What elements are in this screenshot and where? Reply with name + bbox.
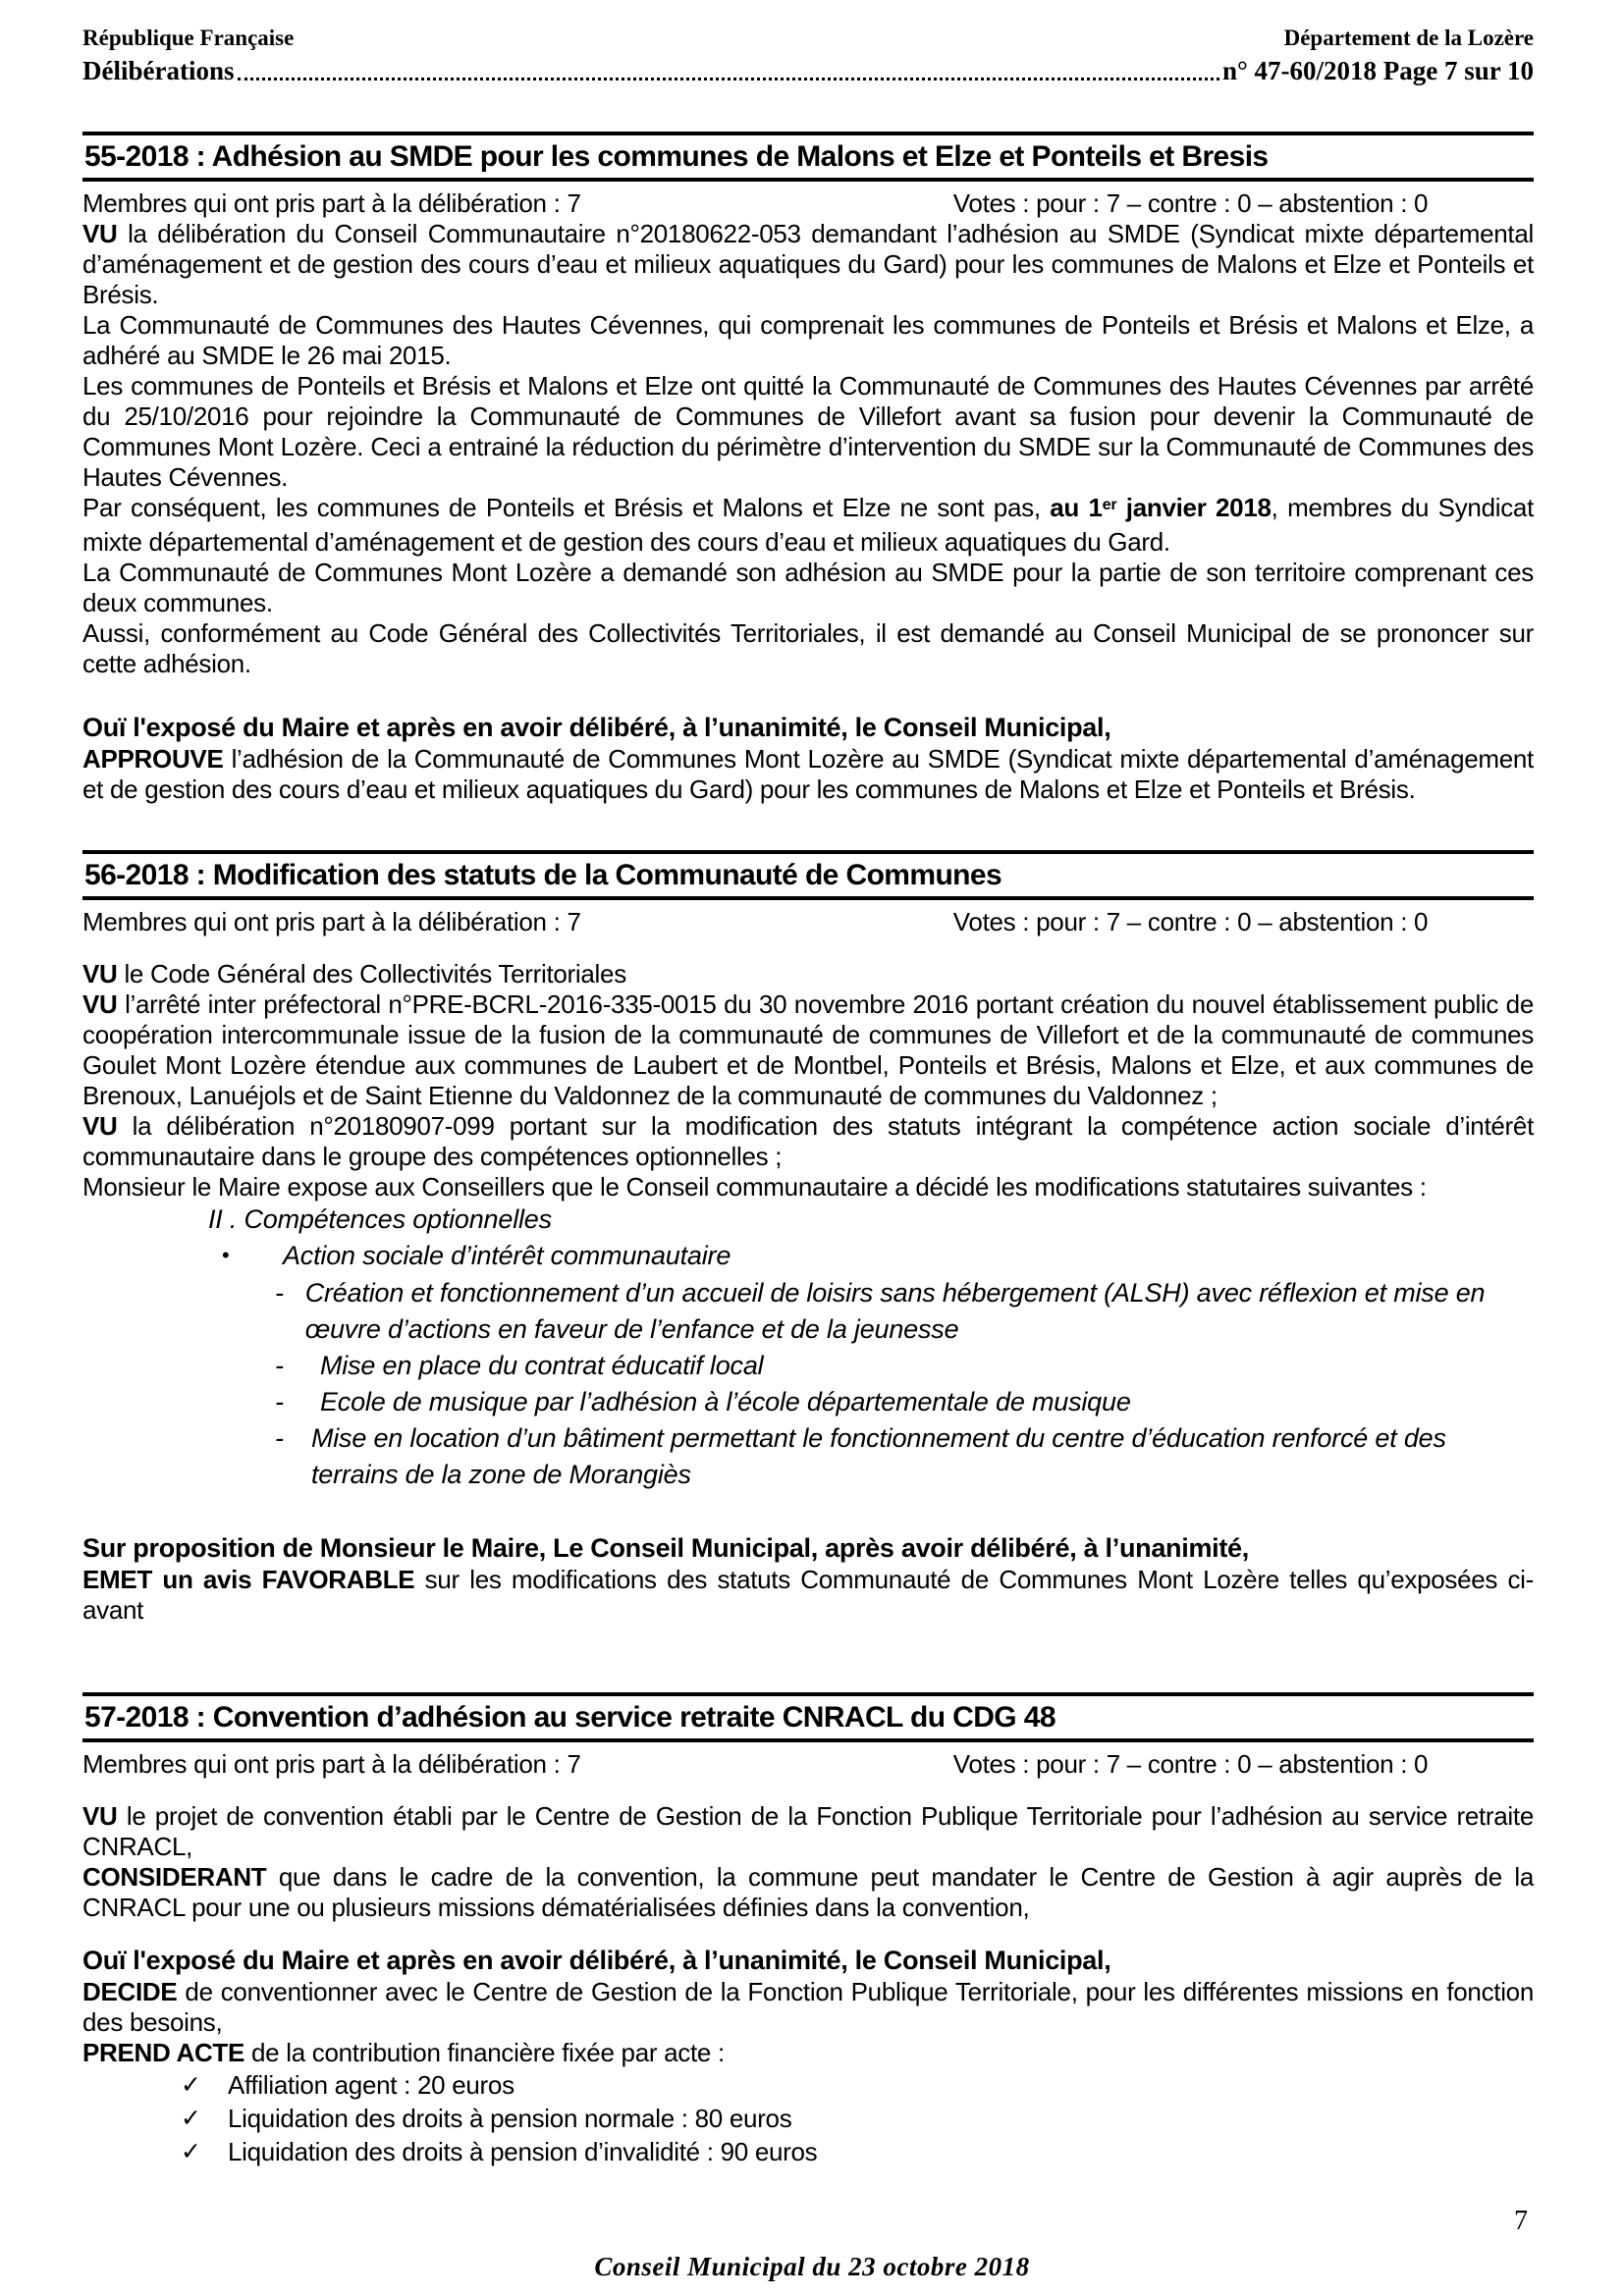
paragraph <box>82 1172 1534 1202</box>
paragraph <box>82 959 1534 989</box>
dash-icon: - <box>275 1423 284 1453</box>
department-label: Département de la Lozère <box>1283 26 1534 50</box>
doc-ref: n° 47-60/2018 Page 7 sur 10 <box>1221 56 1534 85</box>
resolution-lead <box>82 1945 1534 1977</box>
section-title: 55-2018 : Adhésion au SMDE pour les communes de Malons et Elze et Ponteils et Bresis <box>84 140 1269 173</box>
spacer <box>82 1923 1534 1945</box>
text-run: , membres du Syndicat mixte départemental d’aménagement et de gestion des cours d’eau et milieux aquatiques du Gard. <box>82 493 1534 557</box>
paragraph <box>82 493 1534 558</box>
text-run: DECIDE <box>82 1977 186 2006</box>
dash-icon: - <box>275 1351 284 1380</box>
text-run: VU <box>82 1801 127 1831</box>
text-run: le Code Général des Collectivités Territoriales <box>124 959 626 988</box>
text-run: l’adhésion de la Communauté de Communes Mont Lozère au SMDE (Syndicat mixte départemental d’aménagement et de gestion des cours d’eau et milieux aquatiques du Gard) pour les communes de Malons et Elze et Ponteils et Brésis. <box>82 744 1534 804</box>
text-run: l’arrêté inter préfectoral n°PRE-BCRL-2016-335-0015 du 30 novembre 2016 portant création du nouvel établissement public de coopération intercommunale issue de la fusion de la communauté de communes de Villefort et de la communauté de communes Goulet Mont Lozère étendue aux communes de Laubert et de Montbel, Ponteils et Brésis, Malons et Elze, et aux communes de Brenoux, Lanuéjols et de Saint Etienne du Valdonnez de la communauté de communes du Valdonnez ; <box>82 989 1534 1110</box>
document-footer: Conseil Municipal du 23 octobre 2018 <box>594 2252 1030 2281</box>
text-run: de conventionner avec le Centre de Gestion de la Fonction Publique Territoriale, pour les différentes missions en fonction des besoins, <box>82 1977 1534 2037</box>
members-count: Membres qui ont pris part à la délibération : 7 <box>82 188 581 218</box>
list-item-text: Action sociale d’intérêt communautaire <box>283 1241 731 1270</box>
paragraph <box>82 744 1534 805</box>
deliberation-meta-row <box>82 1749 1534 1780</box>
header-top-row <box>82 26 1534 51</box>
list-heading: II . Compétences optionnelles <box>208 1204 552 1234</box>
text-run: La Communauté de Communes Mont Lozère a demandé son adhésion au SMDE pour la partie de son territoire comprenant ces deux communes. <box>82 558 1534 617</box>
members-count: Membres qui ont pris part à la délibération : 7 <box>82 1749 581 1779</box>
bullet-icon: • <box>222 1243 230 1267</box>
dash-list-item <box>275 1275 1534 1348</box>
doc-type-label: Délibérations <box>82 56 235 85</box>
text-run: VU <box>82 959 125 988</box>
paragraph <box>82 371 1534 493</box>
list-item-text: Liquidation des droits à pension normale : 80 euros <box>228 2104 792 2133</box>
text-run: de la contribution financière fixée par acte : <box>250 2038 725 2067</box>
paragraph <box>82 1801 1534 1862</box>
spacer <box>82 1626 1534 1647</box>
spacer <box>82 1780 1534 1801</box>
text-run: au 1 <box>1050 493 1103 522</box>
paragraph <box>82 618 1534 679</box>
spacer <box>82 679 1534 712</box>
text-run: la délibération du Conseil Communautaire n°20180622-053 demandant l’adhésion au SMDE (Syndicat mixte départemental d’aménagement et de gestion des cours d’eau et milieux aquatiques du Gard) pour les communes de Malons et Elze et Ponteils et Brésis. <box>82 219 1534 309</box>
text-run: que dans le cadre de la convention, la commune peut mandater le Centre de Gestion à agir auprès de la CNRACL pour une ou plusieurs missions dématérialisées définies dans la convention, <box>82 1862 1534 1922</box>
text-run: le projet de convention établi par le Centre de Gestion de la Fonction Publique Territoriale pour l’adhésion au service retraite CNRACL, <box>82 1801 1534 1861</box>
text-run: VU <box>82 1111 133 1141</box>
list-item-text: Mise en location d’un bâtiment permettant le fonctionnement du centre d’éducation renforcé et des terrains de la zone de Morangiès <box>310 1423 1446 1489</box>
section-title-bar <box>82 850 1534 900</box>
list-item-text: Liquidation des droits à pension d’invalidité : 90 euros <box>228 2137 818 2166</box>
votes-summary: Votes : pour : 7 – contre : 0 – abstention : 0 <box>952 907 1429 936</box>
check-list-item <box>181 2135 1534 2168</box>
text-run: er <box>1102 495 1117 513</box>
text-run: CONSIDERANT <box>82 1862 279 1892</box>
paragraph <box>82 558 1534 618</box>
spacer <box>82 1493 1534 1532</box>
text-run: PREND ACTE <box>82 2038 251 2067</box>
text-run: Monsieur le Maire expose aux Conseillers que le Conseil communautaire a décidé les modifications statutaires suivantes : <box>82 1172 1427 1201</box>
paragraph <box>82 1977 1534 2038</box>
dash-icon: - <box>275 1278 284 1308</box>
section-title-bar <box>82 1692 1534 1742</box>
dash-list-item <box>275 1420 1534 1493</box>
page-number: 7 <box>1514 2206 1528 2236</box>
paragraph <box>82 1111 1534 1172</box>
deliberation-meta-row <box>82 907 1534 937</box>
text-run: EMET un avis FAVORABLE <box>82 1565 425 1594</box>
paragraph <box>82 1862 1534 1923</box>
list-item-text: Création et fonctionnement d’un accueil de loisirs sans hébergement (ALSH) avec réflexion et mise en œuvre d’actions en faveur de l’enfance et de la jeunesse <box>304 1278 1486 1344</box>
spacer <box>82 937 1534 959</box>
paragraph <box>82 989 1534 1111</box>
resolution-lead <box>82 1532 1534 1565</box>
section-title: 56-2018 : Modification des statuts de la Communauté de Communes <box>84 859 1002 891</box>
sections <box>82 132 1534 2168</box>
text-run: Les communes de Ponteils et Brésis et Malons et Elze ont quitté la Communauté de Communes des Hautes Cévennes par arrêté du 25/10/2016 pour rejoindre la Communauté de Communes de Villefort avant sa fusion pour devenir la Communauté de Communes Mont Lozère. Ceci a entrainé la réduction du périmètre d’intervention du SMDE sur la Communauté de Communes des Hautes Cévennes. <box>82 371 1534 492</box>
text-run: Par conséquent, les communes de Ponteils et Brésis et Malons et Elze ne sont pas, <box>82 493 1051 522</box>
republic-label: République Française <box>82 26 295 50</box>
text-run: sur les modifications des statuts Communauté de Communes Mont Lozère telles qu’exposées ci-avant <box>82 1565 1535 1625</box>
document-ref-row <box>82 56 1534 86</box>
text-run: Aussi, conformément au Code Général des Collectivités Territoriales, il est demandé au Conseil Municipal de se prononcer sur cette adhésion. <box>82 618 1534 678</box>
check-list-item <box>181 2102 1534 2135</box>
check-icon: ✓ <box>181 2071 201 2099</box>
paragraph <box>82 1565 1534 1626</box>
text-run: VU <box>82 219 129 248</box>
dash-list-item <box>275 1348 1534 1384</box>
dotted-leader <box>238 78 1219 80</box>
text-run: Ouï l'exposé du Maire et après en avoir délibéré, à l’unanimité, le Conseil Municipal, <box>82 713 1111 742</box>
text-run: VU <box>82 989 126 1019</box>
paragraph <box>82 310 1534 371</box>
text-run: APPROUVE <box>82 744 232 774</box>
document-header <box>82 0 1534 86</box>
check-icon: ✓ <box>181 2105 201 2132</box>
votes-summary: Votes : pour : 7 – contre : 0 – abstention : 0 <box>952 1749 1429 1779</box>
deliberation-section-57-2018 <box>82 1692 1534 2168</box>
paragraph <box>82 219 1534 310</box>
text-run: la délibération n°20180907-099 portant sur la modification des statuts intégrant la compétence action sociale d’intérêt communautaire dans le groupe des compétences optionnelles ; <box>82 1111 1534 1171</box>
section-title: 57-2018 : Convention d’adhésion au service retraite CNRACL du CDG 48 <box>84 1701 1056 1734</box>
paragraph <box>82 2038 1534 2068</box>
dash-icon: - <box>275 1387 284 1416</box>
text-run: Ouï l'exposé du Maire et après en avoir délibéré, à l’unanimité, le Conseil Municipal, <box>82 1946 1111 1975</box>
section-title-bar <box>82 132 1534 182</box>
text-run: janvier 2018 <box>1116 493 1272 522</box>
deliberation-section-55-2018 <box>82 132 1534 805</box>
deliberation-section-56-2018 <box>82 850 1534 1647</box>
deliberation-meta-row <box>82 188 1534 219</box>
bullet-list-item <box>222 1236 1534 1275</box>
check-icon: ✓ <box>181 2138 201 2165</box>
list-item-text: Ecole de musique par l’adhésion à l’école départementale de musique <box>320 1387 1131 1416</box>
text-run: Sur proposition de Monsieur le Maire, Le Conseil Municipal, après avoir délibéré, à l’unanimité, <box>82 1533 1249 1563</box>
list-item-text: Affiliation agent : 20 euros <box>228 2070 514 2100</box>
dash-list-item <box>275 1384 1534 1420</box>
list-item-text: Mise en place du contrat éducatif local <box>320 1351 764 1380</box>
check-list-item <box>181 2068 1534 2102</box>
text-run: La Communauté de Communes des Hautes Cévennes, qui comprenait les communes de Ponteils et Brésis et Malons et Elze, a adhéré au SMDE le 26 mai 2015. <box>82 310 1534 370</box>
resolution-lead <box>82 712 1534 744</box>
members-count: Membres qui ont pris part à la délibération : 7 <box>82 907 581 936</box>
votes-summary: Votes : pour : 7 – contre : 0 – abstention : 0 <box>952 188 1429 218</box>
